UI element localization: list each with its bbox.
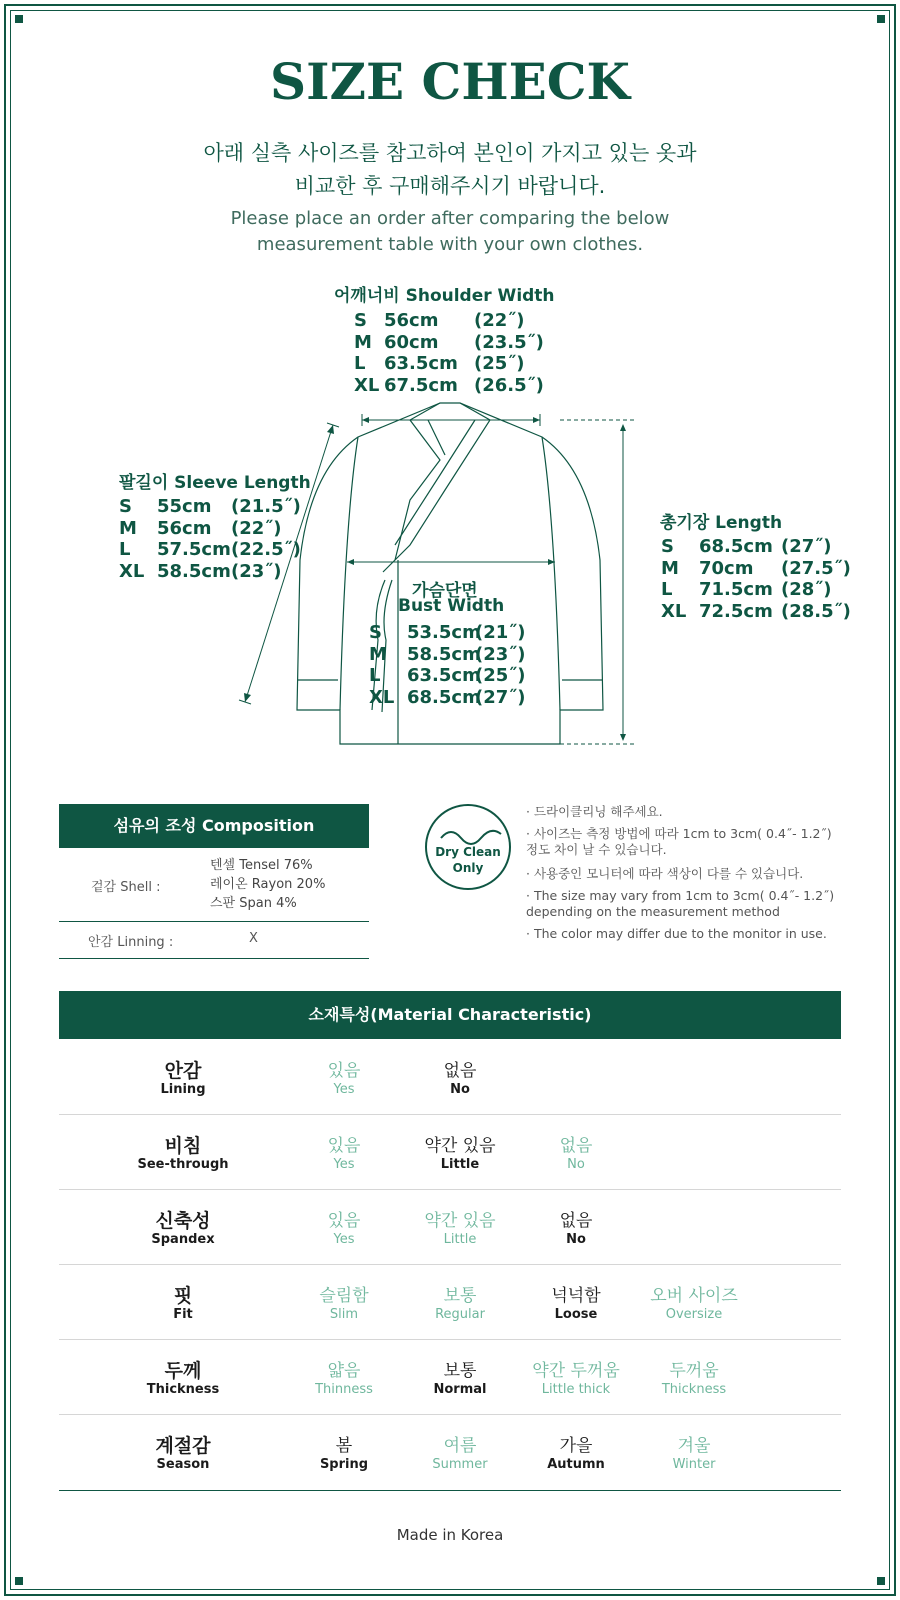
option-en: Yes	[333, 1157, 355, 1172]
size-inch: (27.5˝)	[781, 557, 851, 579]
option-en: Summer	[432, 1457, 488, 1472]
size-inch: (22.5˝)	[231, 539, 301, 560]
sleeve-row	[119, 518, 339, 540]
label-ko: 비침	[164, 1135, 202, 1157]
option-en: Thinness	[315, 1382, 373, 1397]
dry-clean-line2: Only	[452, 861, 484, 875]
size-label: M	[661, 557, 679, 579]
sleeve-length-title: 팔길이 Sleeve Length	[119, 473, 311, 493]
label-en: Spandex	[151, 1232, 215, 1247]
subtitle-ko-line1: 아래 실측 사이즈를 참고하여 본인이 가지고 있는 옷과	[203, 141, 697, 165]
material-option	[506, 1136, 646, 1174]
size-inch: (21˝)	[475, 622, 526, 643]
size-cm: 60cm	[384, 331, 439, 353]
option-ko: 슬림함	[319, 1286, 369, 1306]
label-en: Thickness	[146, 1382, 220, 1397]
material-row-label	[113, 1286, 253, 1324]
size-cm: 72.5cm	[699, 600, 773, 622]
option-en: Oversize	[665, 1307, 723, 1322]
length-row	[661, 536, 881, 558]
sleeve-row	[119, 561, 339, 583]
subtitle-en-line2: measurement table with your own clothes.	[256, 234, 644, 255]
total-length-title: 총기장 Length	[660, 513, 783, 533]
label-ko: 계절감	[155, 1435, 211, 1457]
label-en: Season	[156, 1457, 210, 1472]
option-en: Slim	[329, 1307, 359, 1322]
care-note-3: 정도 차이 날 수 있습니다.	[526, 842, 667, 857]
size-label: L	[369, 665, 381, 686]
option-en: No	[566, 1232, 586, 1247]
size-label: L	[661, 579, 673, 600]
option-en: Little thick	[541, 1382, 611, 1397]
size-cm: 68.5cm	[407, 686, 481, 708]
option-ko: 없음	[559, 1211, 593, 1231]
corner-mark	[15, 1577, 23, 1585]
material-row-label	[113, 1211, 253, 1249]
composition-divider	[59, 921, 369, 922]
size-cm: 56cm	[157, 517, 212, 539]
option-ko: 두꺼움	[669, 1361, 719, 1381]
bust-width-title-en: Bust Width	[398, 596, 505, 616]
size-label: S	[661, 536, 674, 557]
care-note-1: · 드라이클리닝 해주세요.	[526, 804, 663, 819]
length-row	[661, 579, 881, 601]
bust-row	[369, 644, 589, 666]
material-row-label	[113, 1436, 253, 1474]
shell-value-3: 스판 Span 4%	[210, 896, 297, 911]
size-cm: 55cm	[157, 496, 212, 517]
option-ko: 오버 사이즈	[650, 1286, 738, 1306]
material-row-divider	[59, 1339, 841, 1340]
option-ko: 약간 있음	[424, 1211, 496, 1231]
shoulder-width-title: 어깨너비 Shoulder Width	[334, 286, 555, 306]
length-row	[661, 601, 881, 623]
subtitle-ko-line2: 비교한 후 구매해주시기 바랍니다.	[294, 174, 606, 198]
material-option	[624, 1286, 764, 1324]
size-inch: (23˝)	[231, 560, 282, 582]
dry-clean-line1: Dry Clean	[435, 845, 501, 859]
shell-value-1: 텐셀 Tensel 76%	[210, 858, 313, 873]
care-note-7: · The color may differ due to the monitor in use.	[526, 926, 827, 941]
material-header: 소재특성(Material Characteristic)	[59, 991, 841, 1039]
material-option	[624, 1361, 764, 1399]
size-inch: (23.5˝)	[474, 331, 544, 353]
shoulder-row	[354, 310, 574, 332]
material-row-divider	[59, 1264, 841, 1265]
option-en: Loose	[554, 1307, 598, 1322]
shoulder-row	[354, 332, 574, 354]
size-label: S	[119, 496, 132, 517]
shoulder-row	[354, 375, 574, 397]
page-title: SIZE CHECK	[270, 52, 630, 111]
option-ko: 얇음	[327, 1361, 361, 1381]
size-label: M	[369, 643, 387, 665]
size-inch: (22˝)	[231, 517, 282, 539]
size-cm: 57.5cm	[157, 539, 231, 560]
option-ko: 가을	[559, 1436, 593, 1456]
option-en: Winter	[672, 1457, 716, 1472]
option-ko: 약간 있음	[424, 1136, 496, 1156]
size-label: M	[119, 517, 137, 539]
corner-mark	[877, 1577, 885, 1585]
size-inch: (25˝)	[475, 665, 526, 686]
label-ko: 두께	[164, 1360, 202, 1382]
option-en: No	[567, 1157, 585, 1172]
option-ko: 봄	[335, 1436, 353, 1456]
length-row	[661, 558, 881, 580]
size-label: XL	[661, 600, 687, 622]
size-cm: 68.5cm	[699, 536, 773, 557]
size-inch: (23˝)	[475, 643, 526, 665]
size-inch: (28˝)	[781, 579, 832, 600]
shoulder-row	[354, 353, 574, 375]
size-cm: 71.5cm	[699, 579, 773, 600]
material-option	[390, 1061, 530, 1099]
material-row-label	[113, 1061, 253, 1099]
composition-divider	[59, 958, 369, 959]
option-en: Spring	[319, 1457, 369, 1472]
material-row-divider	[59, 1189, 841, 1190]
option-en: Normal	[433, 1382, 487, 1397]
option-ko: 겨울	[677, 1436, 711, 1456]
option-ko: 없음	[559, 1136, 593, 1156]
size-inch: (22˝)	[474, 310, 525, 331]
bust-row	[369, 622, 589, 644]
bust-width-title-ko: 가슴단면	[412, 581, 478, 601]
size-label: XL	[119, 560, 145, 582]
label-en: Lining	[160, 1082, 206, 1097]
size-label: XL	[354, 374, 380, 396]
option-ko: 넉넉함	[551, 1286, 601, 1306]
sleeve-row	[119, 496, 339, 518]
option-ko: 보통	[443, 1286, 477, 1306]
option-en: No	[450, 1082, 470, 1097]
size-inch: (25˝)	[474, 353, 525, 374]
material-row-label	[113, 1136, 253, 1174]
label-ko: 안감	[164, 1060, 202, 1082]
material-row-divider	[59, 1490, 841, 1491]
material-option	[506, 1211, 646, 1249]
option-en: Yes	[333, 1232, 355, 1247]
size-cm: 53.5cm	[407, 622, 481, 643]
size-cm: 63.5cm	[407, 665, 481, 686]
material-row-label	[113, 1361, 253, 1399]
size-label: S	[354, 310, 367, 331]
size-cm: 56cm	[384, 310, 439, 331]
size-label: XL	[369, 686, 395, 708]
option-ko: 있음	[327, 1061, 361, 1081]
shell-value-2: 레이온 Rayon 20%	[210, 877, 326, 892]
material-row-divider	[59, 1114, 841, 1115]
material-option	[624, 1436, 764, 1474]
size-label: L	[354, 353, 366, 374]
care-note-4: · 사용중인 모니터에 따라 색상이 다를 수 있습니다.	[526, 866, 804, 881]
option-en: Little	[443, 1232, 477, 1247]
size-label: M	[354, 331, 372, 353]
size-inch: (21.5˝)	[231, 496, 301, 517]
option-ko: 없음	[443, 1061, 477, 1081]
option-ko: 있음	[327, 1211, 361, 1231]
size-cm: 63.5cm	[384, 353, 458, 374]
subtitle-en-line1: Please place an order after comparing the below	[230, 208, 670, 229]
size-inch: (28.5˝)	[781, 600, 851, 622]
size-inch: (27˝)	[781, 536, 832, 557]
option-ko: 있음	[327, 1136, 361, 1156]
bust-row	[369, 665, 589, 687]
size-label: L	[119, 539, 131, 560]
option-ko: 약간 두꺼움	[532, 1361, 620, 1381]
label-en: Fit	[173, 1307, 193, 1322]
care-note-6: depending on the measurement method	[526, 904, 780, 919]
option-en: Little	[440, 1157, 480, 1172]
size-inch: (26.5˝)	[474, 374, 544, 396]
size-cm: 58.5cm	[407, 643, 481, 665]
option-en: Regular	[435, 1307, 485, 1322]
care-note-5: · The size may vary from 1cm to 3cm( 0.4˝- 1.2˝)	[526, 888, 835, 903]
size-label: S	[369, 622, 382, 643]
shell-label: 겉감 Shell :	[91, 880, 161, 895]
material-row-divider	[59, 1414, 841, 1415]
size-cm: 70cm	[699, 557, 754, 579]
care-note-2: · 사이즈는 측정 방법에 따라 1cm to 3cm( 0.4˝- 1.2˝)	[526, 826, 832, 841]
sleeve-row	[119, 539, 339, 561]
option-ko: 보통	[443, 1361, 477, 1381]
dry-clean-text	[425, 844, 511, 876]
label-en: See-through	[137, 1157, 229, 1172]
composition-header: 섬유의 조성 Composition	[59, 804, 369, 848]
lining-label: 안감 Linning :	[88, 935, 174, 950]
lining-value: X	[249, 931, 258, 946]
size-cm: 58.5cm	[157, 560, 231, 582]
bust-row	[369, 687, 589, 709]
label-ko: 핏	[173, 1285, 193, 1307]
size-cm: 67.5cm	[384, 374, 458, 396]
option-en: Autumn	[547, 1457, 605, 1472]
label-ko: 신축성	[155, 1210, 211, 1232]
size-inch: (27˝)	[475, 686, 526, 708]
option-en: Yes	[333, 1082, 355, 1097]
option-ko: 여름	[443, 1436, 477, 1456]
option-en: Thickness	[661, 1382, 727, 1397]
made-in-label: Made in Korea	[396, 1526, 504, 1544]
